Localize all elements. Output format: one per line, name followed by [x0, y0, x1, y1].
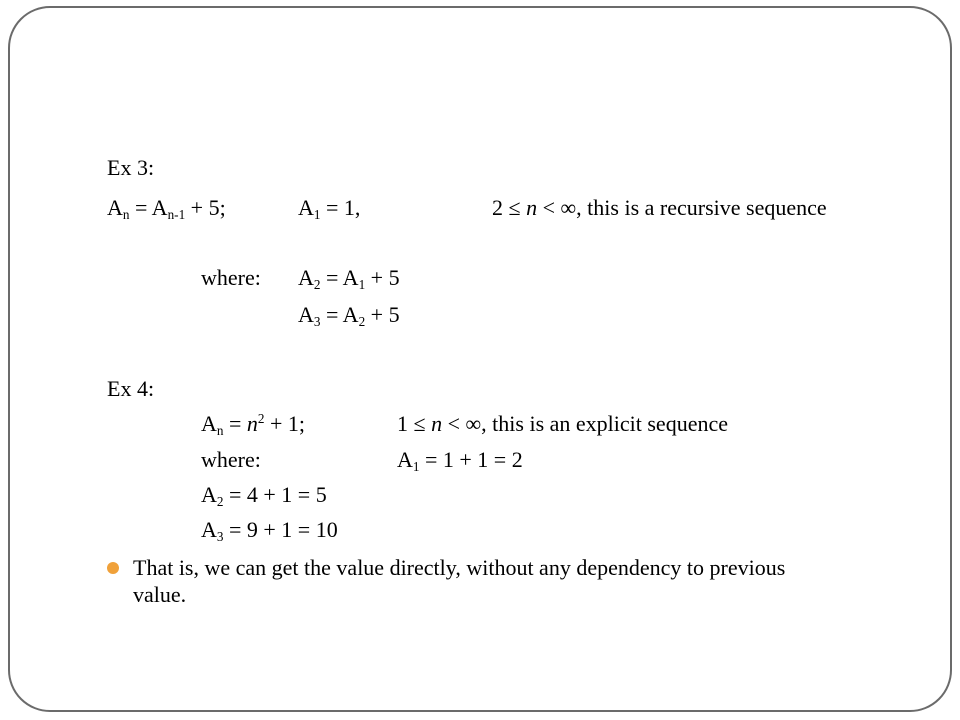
- ex3-initial-value: $A_1 = 1$,: [298, 195, 361, 222]
- ex4-where-line-2: $A_2 = 4 + 1 = 5$: [201, 482, 327, 509]
- ex4-explicit-formula: $A_n = n^2 + 1$;: [201, 411, 306, 438]
- ex4-where-label: where:: [201, 447, 261, 472]
- ex3-where-label: where:: [201, 265, 261, 290]
- ex3-domain-description: 2 ≤ n < ∞, this is a recursive sequence: [492, 195, 827, 220]
- ex4-heading: Ex 4:: [107, 376, 155, 401]
- ex3-recursive-formula: $A_n = A_{n-1} + 5$;: [107, 195, 226, 222]
- ex4-where-line-3: $A_3 = 9 + 1 = 10$: [201, 517, 338, 544]
- ex4-where-line-1: $A_1 = 1 + 1 = 2$: [397, 447, 523, 474]
- bullet-dot-icon: [107, 562, 119, 574]
- ex3-where-line-1: $A_2 = A_1 + 5$: [298, 265, 400, 292]
- ex4-domain-description: 1 ≤ n < ∞, this is an explicit sequence: [397, 411, 728, 436]
- bullet-text: That is, we can get the value directly, without any dependency to previous value.: [133, 555, 786, 607]
- ex3-where-line-2: $A_3 = A_2 + 5$: [298, 302, 400, 329]
- ex3-heading: Ex 3:: [107, 155, 155, 180]
